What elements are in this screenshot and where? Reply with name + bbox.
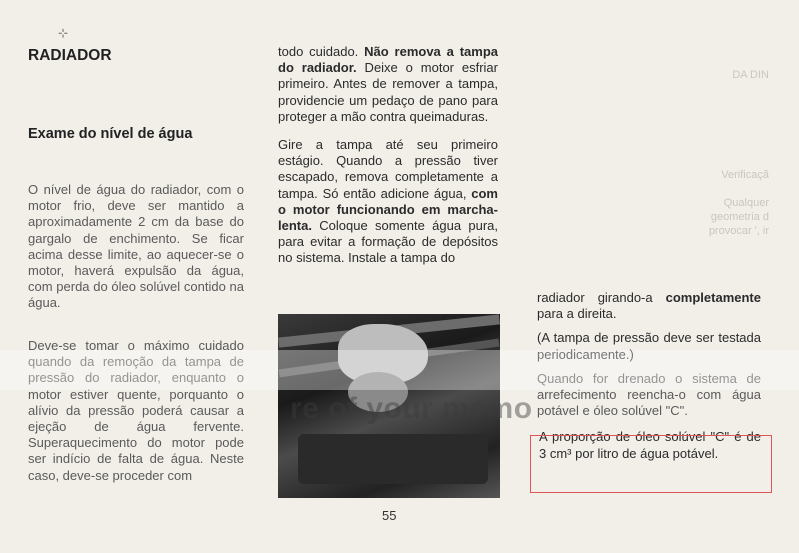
page-number: 55 bbox=[382, 508, 397, 523]
left-column-sub bbox=[28, 126, 244, 142]
scan-glare bbox=[0, 350, 799, 390]
text-run: Gire a tampa até seu primeiro estágio. Quando a pressão tiver escapado, remova completamente a tampa. Só então adicione água, bbox=[278, 137, 498, 201]
text-run: radiador girando-a bbox=[537, 290, 666, 305]
paragraph: (A tampa de pressão deve ser testada periodicamente.) bbox=[537, 330, 761, 362]
paragraph bbox=[537, 290, 761, 322]
text-run: Coloque somente água pura, para evitar a formação de depósitos no sistema. Instale a tampa do bbox=[278, 218, 498, 266]
bleed-through-text: Verificaçã bbox=[721, 169, 769, 181]
section-title: RADIADOR bbox=[28, 47, 112, 64]
text-run: para a direita. bbox=[537, 306, 617, 322]
text-run: Deixe o motor esfriar primeiro. Antes de remover a tampa, providencie um pedaço de pano para proteger a mão contra queimaduras. bbox=[278, 60, 498, 124]
bold-run: com o motor funcionando em marcha-lenta. bbox=[278, 185, 498, 234]
section-subtitle: Exame do nível de água bbox=[28, 126, 193, 142]
bold-run: completamente bbox=[665, 290, 761, 305]
paragraph: Quando for drenado o sistema de arrefecimento reencha-o com água potável e óleo solúvel "C". bbox=[537, 370, 761, 419]
middle-column bbox=[278, 44, 498, 267]
left-column bbox=[28, 48, 244, 64]
watermark: re of your memo bbox=[290, 392, 533, 425]
highlight-box bbox=[530, 435, 772, 493]
highlighted-paragraph: A proporção de óleo solúvel "C" é de 3 cm³ por litro de água potável. bbox=[539, 429, 761, 461]
text-run: todo cuidado. bbox=[278, 44, 365, 59]
bleed-through-text: DA DIN bbox=[732, 69, 769, 81]
paragraph bbox=[278, 44, 498, 125]
paragraph: Deve-se tomar o máximo cuidado quando da remoção da tampa de pressão do radiador, enquanto o motor estiver quente, porquanto o alívio da pressão poderá causar a ejeção de água fervente. Superaquecimento do motor pode ser indício de falta de água. Neste caso, deve-se proceder com bbox=[28, 338, 244, 483]
bold-run: Não remova a tampa do radiador. bbox=[278, 44, 498, 76]
paragraph bbox=[278, 137, 498, 267]
bleed-through-text: Qualquer geometria d provocar ', ir bbox=[708, 197, 769, 237]
crosshair-icon: ⊹ bbox=[58, 26, 69, 40]
left-paragraph-1 bbox=[28, 182, 244, 312]
paragraph: O nível de água do radiador, com o motor frio, deve ser mantido a aproximadamente 2 cm da base do gargalo de enchimento. Se ficar acima desse limite, ao aquecer-se o motor, haverá expulsão da água, com perda do óleo solúvel contido na água. bbox=[28, 182, 244, 311]
